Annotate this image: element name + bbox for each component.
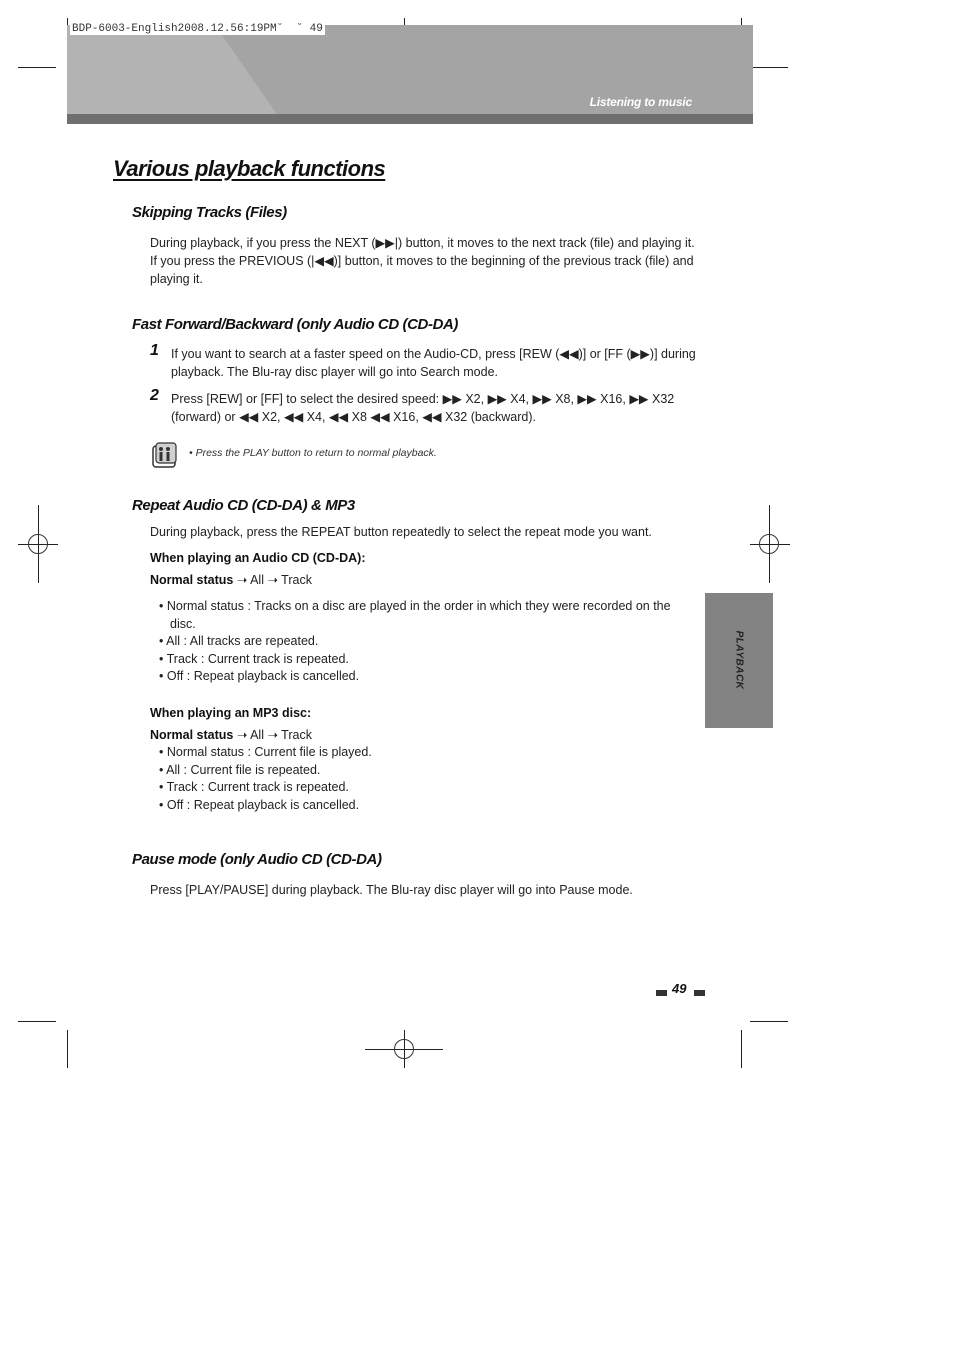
note-info-icon [152, 441, 178, 469]
list-item: • All : All tracks are repeated. [159, 633, 679, 651]
header-band [67, 25, 753, 124]
list-item: • Off : Repeat playback is cancelled. [159, 668, 679, 686]
pause-body: Press [PLAY/PAUSE] during playback. The Blu-ray disc player will go into Pause mode. [150, 883, 633, 897]
step-number-2: 2 [150, 387, 159, 404]
pause-heading: Pause mode (only Audio CD (CD-DA) [132, 851, 382, 868]
step-number-1: 1 [150, 342, 159, 359]
mp3-label: When playing an MP3 disc: [150, 706, 312, 720]
cd-sequence-rest: ➝ All ➝ Track [233, 573, 312, 587]
cd-sequence-start: Normal status [150, 573, 234, 587]
step-text-1: If you want to search at a faster speed on the Audio-CD, press [REW (◀◀)] or [FF (▶▶)] during playback. The Blu-ray disc player will go into Search mode. [171, 347, 696, 379]
list-item: • All : Current file is repeated. [159, 762, 679, 780]
header-wedge-graphic [67, 25, 753, 124]
side-tab [705, 593, 773, 728]
mp3-sequence [150, 727, 312, 742]
list-item: • Track : Current track is repeated. [159, 779, 679, 797]
mp3-repeat-list [159, 744, 679, 814]
page-number-bar-right [694, 990, 705, 996]
side-tab-label: PLAYBACK [733, 630, 745, 690]
mp3-sequence-rest: ➝ All ➝ Track [233, 728, 312, 742]
page-title: Various playback functions [113, 156, 386, 181]
cd-repeat-list [159, 598, 679, 686]
list-item: • Normal status : Current file is played. [159, 744, 679, 762]
page-number-bar-left [656, 990, 667, 996]
repeat-intro: During playback, press the REPEAT button repeatedly to select the repeat mode you want. [150, 525, 652, 539]
section-tag: Listening to music [589, 95, 692, 109]
cd-label: When playing an Audio CD (CD-DA): [150, 551, 366, 565]
page-number: 49 [672, 981, 687, 996]
print-file-marker: BDP-6003-English2008.12.56:19PM˘ ˘ 49 [72, 23, 323, 35]
skipping-heading: Skipping Tracks (Files) [132, 204, 287, 221]
step-text-2: Press [REW] or [FF] to select the desired speed: ▶▶ X2, ▶▶ X4, ▶▶ X8, ▶▶ X16, ▶▶ X32 (forward) or ◀◀ X2, ◀◀ X4, ◀◀ X8 ◀◀ X16, ◀◀ X32 (backward). [171, 392, 675, 424]
list-item: • Track : Current track is repeated. [159, 651, 679, 669]
header-bottom-stripe [67, 114, 753, 124]
note-text: • Press the PLAY button to return to normal playback. [189, 447, 437, 459]
list-item: • Off : Repeat playback is cancelled. [159, 797, 679, 815]
list-item: • Normal status : Tracks on a disc are played in the order in which they were recorded on the disc. [159, 598, 679, 633]
repeat-heading: Repeat Audio CD (CD-DA) & MP3 [132, 497, 355, 514]
fast-forward-heading: Fast Forward/Backward (only Audio CD (CD-DA) [132, 316, 459, 333]
skipping-body: During playback, if you press the NEXT (▶▶|) button, it moves to the next track (file) and playing it. If you press the PREVIOUS (|◀◀)] button, it moves to the beginning of the previous track (file) and playing it. [150, 236, 695, 286]
cd-sequence [150, 572, 312, 587]
mp3-sequence-start: Normal status [150, 728, 234, 742]
